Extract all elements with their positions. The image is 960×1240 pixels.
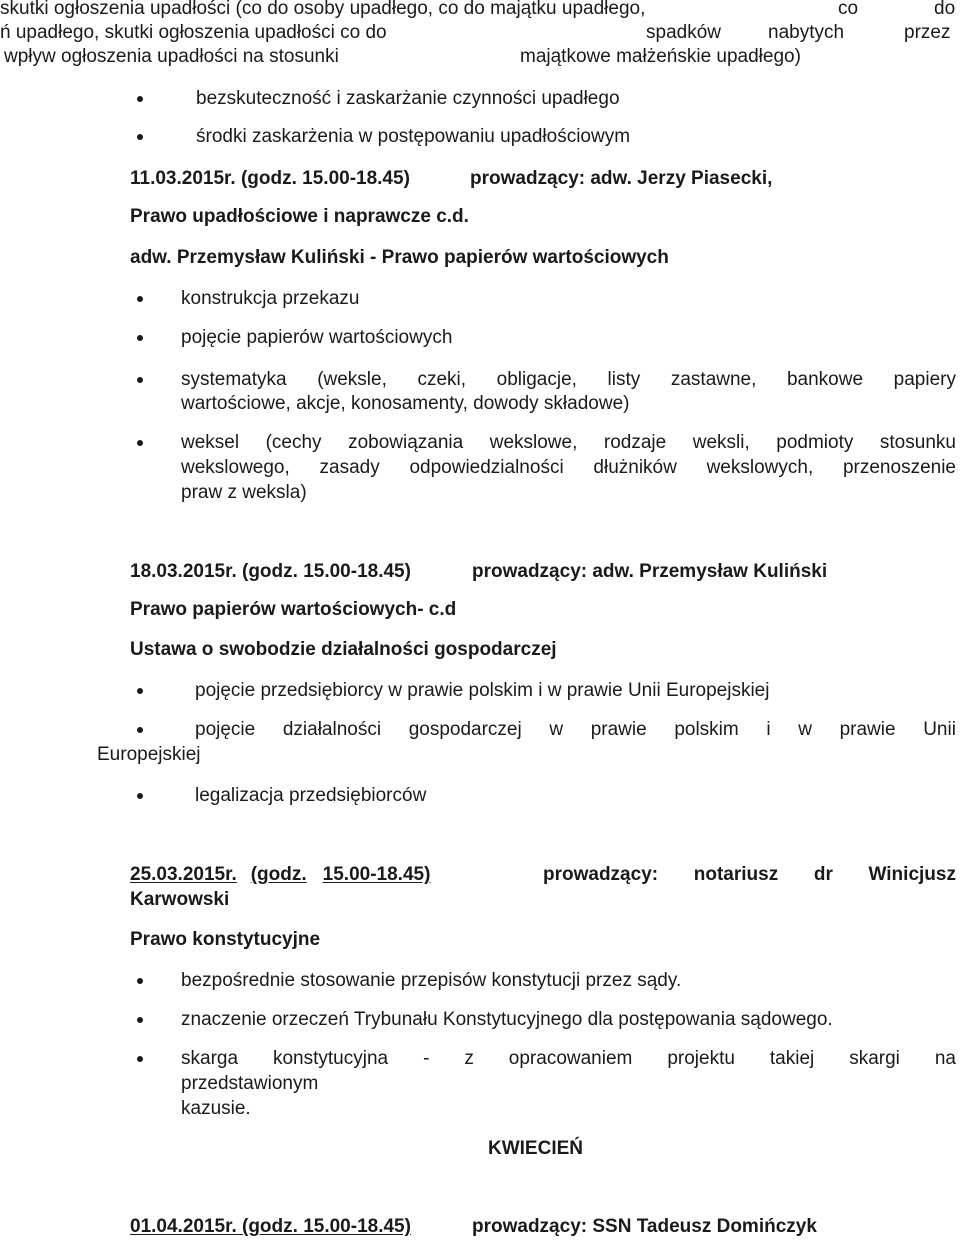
session-subject: Prawo upadłościowe i naprawcze c.d. (130, 206, 469, 227)
word: podmioty (776, 432, 854, 453)
bullet-dot (137, 377, 143, 383)
word: na (934, 1048, 956, 1069)
word: działalności (282, 719, 382, 740)
word: wekslowe, (489, 432, 578, 453)
session-host-cont: Karwowski (130, 889, 230, 910)
word: wekslowego, (181, 457, 290, 478)
bullet-dot (137, 96, 143, 102)
session-subject: Ustawa o swobodzie działalności gospodarczej (130, 639, 557, 660)
word: w (549, 719, 564, 740)
bullet-dot (137, 688, 143, 694)
session-host (543, 864, 956, 886)
list-item-line: kazusie. (181, 1098, 251, 1119)
bullet-dot (137, 296, 143, 302)
word: weksel (181, 432, 240, 453)
word: zastawne, (670, 369, 757, 390)
word: dr (813, 864, 833, 885)
list-item: pojęcie przedsiębiorcy w prawie polskim i w prawie Unii Europejskiej (195, 680, 770, 701)
text-line: skutki ogłoszenia upadłości (co do osoby upadłego, co do majątku upadłego, (0, 0, 646, 19)
bullet-dot (137, 1017, 143, 1023)
list-item-line: wartościowe, akcje, konosamenty, dowody składowe) (181, 393, 630, 414)
word: wekslowych, (706, 457, 814, 478)
list-item-line (181, 432, 956, 454)
word: takiej (769, 1048, 815, 1069)
bullet-dot (137, 1056, 143, 1062)
word: weksli, (692, 432, 750, 453)
bullet-dot (137, 978, 143, 984)
date-part: 25.03.2015r. (130, 864, 237, 885)
list-item-line (181, 1048, 956, 1070)
word: prawie (839, 719, 896, 740)
session-date: 11.03.2015r. (godz. 15.00-18.45) (130, 168, 410, 189)
word: odpowiedzialności (409, 457, 564, 478)
word: gospodarczej (408, 719, 522, 740)
session-subject: Prawo konstytucyjne (130, 929, 321, 950)
list-item: bezpośrednie stosowanie przepisów konstytucji przez sądy. (181, 970, 682, 991)
word: Unii (923, 719, 956, 740)
bullet-dot (137, 727, 143, 733)
word: Winicjusz (868, 864, 956, 885)
text-line: wpływ ogłoszenia upadłości na stosunki (4, 46, 339, 67)
word: czeki, (417, 369, 467, 390)
time-part: (godz. (250, 864, 307, 885)
word: - (423, 1048, 430, 1069)
list-item: pojęcie papierów wartościowych (181, 327, 453, 348)
session-host: prowadzący: adw. Przemysław Kuliński (472, 561, 828, 582)
word: papiery (893, 369, 956, 390)
month-heading: KWIECIEŃ (488, 1138, 583, 1159)
text-word: nabytych (768, 22, 845, 43)
word: z (464, 1048, 474, 1069)
word: listy (607, 369, 641, 390)
word: konstytucyjna (272, 1048, 389, 1069)
session-date: 01.04.2015r. (godz. 15.00-18.45) (130, 1216, 411, 1237)
word: notariusz (693, 864, 779, 885)
text-line: majątkowe małżeńskie upadłego) (520, 46, 801, 67)
session-host: prowadzący: adw. Jerzy Piasecki, (470, 168, 773, 189)
word: (weksle, (317, 369, 387, 390)
word: opracowaniem (508, 1048, 633, 1069)
list-item-line (195, 719, 956, 741)
word: systematyka (181, 369, 287, 390)
word: rodzaje (603, 432, 667, 453)
word: prawie (590, 719, 647, 740)
lecturer-title: adw. (130, 247, 172, 268)
word: w (798, 719, 812, 740)
word: dłużników (593, 457, 677, 478)
word: i (766, 719, 771, 740)
word: pojęcie (195, 719, 256, 740)
time-part: 15.00-18.45) (322, 864, 431, 885)
word: projektu (667, 1048, 735, 1069)
list-item: legalizacja przedsiębiorców (195, 785, 427, 806)
word: polskim (674, 719, 739, 740)
text-word: do (934, 0, 956, 19)
session-host: prowadzący: SSN Tadeusz Domińczyk (472, 1216, 817, 1237)
word: zobowiązania (348, 432, 464, 453)
word: bankowe (786, 369, 864, 390)
text-word: co (838, 0, 859, 19)
text-word: przez (904, 22, 951, 43)
word: zasady (319, 457, 380, 478)
word: (cechy (265, 432, 322, 453)
lecturer-topic: Przemysław Kuliński - Prawo papierów wartościowych (176, 247, 669, 268)
list-item: konstrukcja przekazu (181, 288, 360, 309)
session-subject: Prawo papierów wartościowych- c.d (130, 599, 457, 620)
list-item: środki zaskarżenia w postępowaniu upadłościowym (196, 126, 631, 147)
list-item: znaczenie orzeczeń Trybunału Konstytucyjnego dla postępowania sądowego. (181, 1009, 833, 1030)
session-lecturer (130, 247, 669, 269)
bullet-dot (137, 134, 143, 140)
bullet-dot (137, 440, 143, 446)
word: przenoszenie (842, 457, 956, 478)
word: skargi (849, 1048, 900, 1069)
word: stosunku (879, 432, 956, 453)
list-item-line: praw z weksla) (181, 482, 307, 503)
word: obligacje, (496, 369, 577, 390)
bullet-dot (137, 335, 143, 341)
list-item-line (181, 369, 956, 391)
bullet-dot (137, 793, 143, 799)
list-item: bezskuteczność i zaskarżanie czynności upadłego (196, 88, 620, 109)
list-item-line: przedstawionym (181, 1073, 319, 1094)
session-date: 18.03.2015r. (godz. 15.00-18.45) (130, 561, 411, 582)
word: prowadzący: (543, 864, 659, 885)
text-word: spadków (646, 22, 721, 43)
session-date (130, 864, 430, 886)
word: skarga (181, 1048, 239, 1069)
list-item-line (181, 457, 956, 479)
text-line: ń upadłego, skutki ogłoszenia upadłości co do (0, 22, 387, 43)
list-item-line: Europejskiej (97, 744, 201, 765)
